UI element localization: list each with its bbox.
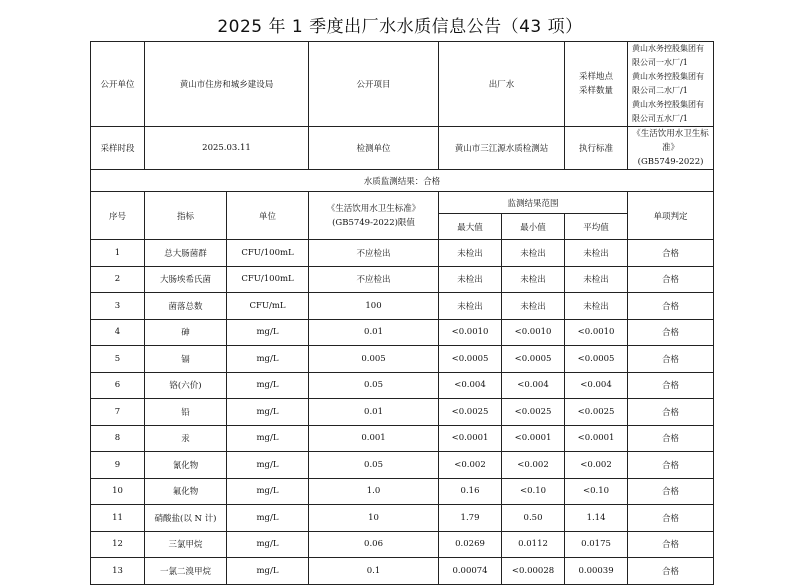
cell-indicator: 一氯二溴甲烷 [145,558,227,585]
col-header-range: 监测结果范围 [439,192,628,214]
cell-unit: mg/L [227,558,309,585]
cell-indicator: 铬(六价) [145,372,227,399]
cell-verdict: 合格 [628,266,714,293]
cell-min: <0.002 [502,452,565,479]
table-row [91,478,714,505]
cell-no: 13 [91,558,145,585]
col-header-avg: 平均值 [565,214,628,240]
cell-min: 未检出 [502,266,565,293]
cell-max: <0.0001 [439,425,502,452]
cell-max: 0.0269 [439,531,502,558]
cell-avg: <0.002 [565,452,628,479]
standard-value [628,127,714,170]
table-row [91,319,714,346]
limit-header-line: (GB5749-2022)限值 [332,217,415,228]
summary-row [91,170,714,192]
cell-unit: CFU/mL [227,293,309,320]
col-header-max: 最大值 [439,214,502,240]
project-label: 公开项目 [356,80,391,90]
location-item: 黄山水务控股集团有限公司二水厂/1 [632,72,705,95]
cell-verdict: 合格 [628,531,714,558]
count-label: 采样数量 [579,86,614,96]
sample-time-value: 2025.03.11 [145,127,309,170]
location-count-label [565,42,628,127]
sample-time-label: 采样时段 [91,127,145,170]
col-header-verdict: 单项判定 [628,192,714,240]
cell-unit: CFU/100mL [227,266,309,293]
cell-avg: <0.0010 [565,319,628,346]
col-header-min: 最小值 [502,214,565,240]
limit-header-line: 《生活饮用水卫生标准》 [326,203,421,214]
cell-no: 9 [91,452,145,479]
table-row [91,346,714,373]
cell-avg: <0.0005 [565,346,628,373]
cell-unit: mg/L [227,505,309,532]
cell-verdict: 合格 [628,558,714,585]
cell-unit: CFU/100mL [227,240,309,267]
cell-unit: mg/L [227,531,309,558]
cell-verdict: 合格 [628,319,714,346]
table-row [91,240,714,267]
cell-limit: 10 [309,505,439,532]
cell-max: <0.0010 [439,319,502,346]
table-row [91,452,714,479]
cell-indicator: 硝酸盐(以 N 计) [145,505,227,532]
cell-limit: 0.06 [309,531,439,558]
cell-no: 10 [91,478,145,505]
table-row [91,425,714,452]
cell-verdict: 合格 [628,505,714,532]
cell-max: 0.16 [439,478,502,505]
cell-limit: 0.001 [309,425,439,452]
cell-max: 未检出 [439,240,502,267]
header-row [91,192,714,214]
cell-max: 未检出 [439,266,502,293]
cell-verdict: 合格 [628,478,714,505]
publisher-value: 黄山市住房和城乡建设局 [145,42,309,127]
publisher-label: 公开单位 [91,42,145,127]
cell-indicator: 汞 [145,425,227,452]
cell-max: <0.002 [439,452,502,479]
cell-no: 1 [91,240,145,267]
cell-avg: 未检出 [565,240,628,267]
cell-limit: 0.1 [309,558,439,585]
table-row [91,266,714,293]
cell-max: 未检出 [439,293,502,320]
info-row-publisher [91,42,714,127]
table-row [91,558,714,585]
cell-indicator: 菌落总数 [145,293,227,320]
cell-min: 未检出 [502,293,565,320]
cell-min: <0.0025 [502,399,565,426]
cell-min: <0.00028 [502,558,565,585]
col-header-unit: 单位 [227,192,309,240]
cell-limit: 1.0 [309,478,439,505]
cell-no: 8 [91,425,145,452]
cell-max: <0.0025 [439,399,502,426]
cell-verdict: 合格 [628,425,714,452]
cell-indicator: 总大肠菌群 [145,240,227,267]
cell-unit: mg/L [227,372,309,399]
cell-unit: mg/L [227,452,309,479]
location-item: 黄山水务控股集团有限公司一水厂/1 [632,44,705,67]
cell-avg: <0.004 [565,372,628,399]
standard-line: 《生活饮用水卫生标准》 [632,129,709,153]
cell-min: <0.10 [502,478,565,505]
table-row [91,372,714,399]
table-row [91,293,714,320]
cell-limit: 0.05 [309,452,439,479]
cell-limit: 100 [309,293,439,320]
cell-indicator: 氰化物 [145,452,227,479]
cell-no: 7 [91,399,145,426]
cell-no: 11 [91,505,145,532]
page-title: 2025 年 1 季度出厂水水质信息公告（43 项） [217,17,583,37]
cell-indicator: 三氯甲烷 [145,531,227,558]
cell-max: <0.0005 [439,346,502,373]
table-row [91,505,714,532]
col-header-limit [309,192,439,240]
standard-line: (GB5749-2022) [637,157,704,167]
cell-avg: 未检出 [565,293,628,320]
lab-value: 黄山市三江源水质检测站 [439,127,565,170]
lab-label: 检测单位 [309,127,439,170]
cell-min: 未检出 [502,240,565,267]
cell-verdict: 合格 [628,372,714,399]
cell-max: 1.79 [439,505,502,532]
cell-max: 0.00074 [439,558,502,585]
cell-no: 12 [91,531,145,558]
cell-indicator: 镉 [145,346,227,373]
cell-no: 6 [91,372,145,399]
cell-no: 5 [91,346,145,373]
cell-avg: <0.0025 [565,399,628,426]
cell-min: <0.0001 [502,425,565,452]
cell-indicator: 砷 [145,319,227,346]
cell-unit: mg/L [227,478,309,505]
cell-no: 4 [91,319,145,346]
cell-limit: 不应检出 [309,240,439,267]
cell-min: 0.50 [502,505,565,532]
cell-limit: 0.05 [309,372,439,399]
cell-limit: 0.01 [309,319,439,346]
cell-unit: mg/L [227,425,309,452]
water-quality-table [90,41,714,585]
cell-no: 3 [91,293,145,320]
cell-unit: mg/L [227,346,309,373]
cell-indicator: 大肠埃希氏菌 [145,266,227,293]
cell-min: <0.0010 [502,319,565,346]
col-header-no: 序号 [91,192,145,240]
cell-min: <0.004 [502,372,565,399]
cell-no: 2 [91,266,145,293]
cell-verdict: 合格 [628,293,714,320]
location-item: 黄山水务控股集团有限公司五水厂/1 [632,100,705,123]
cell-avg: 1.14 [565,505,628,532]
cell-limit: 不应检出 [309,266,439,293]
cell-verdict: 合格 [628,346,714,373]
table-row [91,531,714,558]
cell-max: <0.004 [439,372,502,399]
summary-result: 水质监测结果：合格 [91,170,714,192]
cell-unit: mg/L [227,319,309,346]
standard-label: 执行标准 [565,127,628,170]
cell-avg: 0.0175 [565,531,628,558]
info-row-sampling [91,127,714,170]
cell-avg: <0.10 [565,478,628,505]
location-list [628,42,714,127]
cell-verdict: 合格 [628,452,714,479]
location-label: 采样地点 [579,72,614,82]
cell-avg: 0.00039 [565,558,628,585]
cell-min: <0.0005 [502,346,565,373]
cell-verdict: 合格 [628,240,714,267]
cell-min: 0.0112 [502,531,565,558]
cell-limit: 0.005 [309,346,439,373]
cell-avg: 未检出 [565,266,628,293]
cell-limit: 0.01 [309,399,439,426]
cell-indicator: 铅 [145,399,227,426]
cell-indicator: 氟化物 [145,478,227,505]
cell-unit: mg/L [227,399,309,426]
col-header-indicator: 指标 [145,192,227,240]
cell-verdict: 合格 [628,399,714,426]
project-value: 出厂水 [439,42,565,127]
cell-avg: <0.0001 [565,425,628,452]
table-row [91,399,714,426]
